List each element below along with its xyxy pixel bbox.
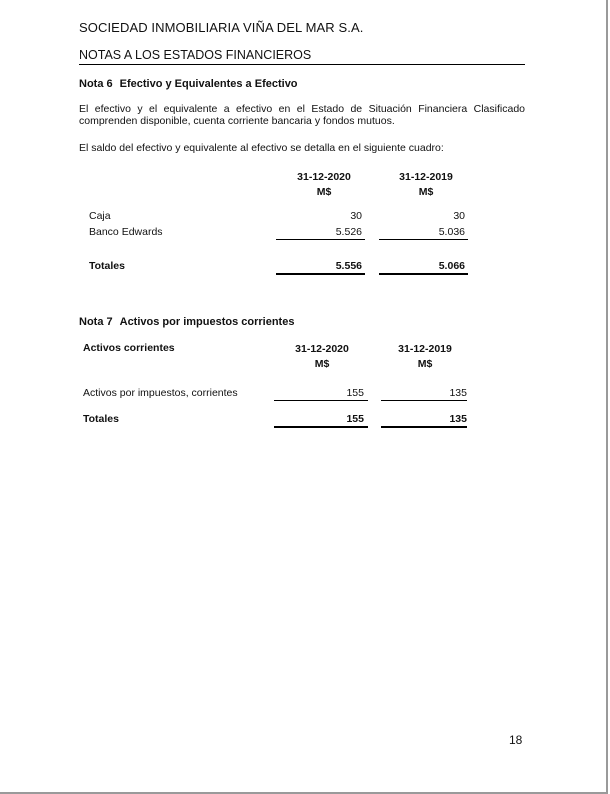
note7-subtotal-line-2020 — [274, 400, 368, 401]
note7-total-line-2019 — [381, 426, 467, 428]
note6-heading — [79, 78, 298, 90]
note6-total-line-2020 — [276, 273, 365, 275]
note6-col-2020 — [279, 170, 369, 200]
note6-intro: El saldo del efectivo y equivalente al efectivo se detalla en el siguiente cuadro: — [79, 142, 444, 154]
note7-col-2019-unit: M$ — [417, 358, 433, 370]
note6-row-banco-2020: 5.526 — [335, 226, 362, 238]
note7-col-2020-date: 31-12-2020 — [295, 343, 349, 355]
note6-col-2020-unit: M$ — [316, 186, 332, 198]
note6-col-2019-unit: M$ — [418, 186, 434, 198]
note7-row-activos-2019: 135 — [449, 387, 467, 399]
note7-col-2019 — [380, 342, 470, 372]
note6-paragraph — [79, 103, 525, 127]
note6-col-2019 — [381, 170, 471, 200]
note7-total-line-2020 — [274, 426, 368, 428]
note7-total-2019: 135 — [449, 413, 467, 425]
note7-heading — [79, 316, 294, 328]
note6-row-caja-label: Caja — [89, 210, 111, 222]
note6-row-caja-2020: 30 — [350, 210, 362, 222]
note7-number: Nota 7 — [79, 316, 113, 328]
note7-title: Activos por impuestos corrientes — [119, 316, 295, 328]
note6-row-caja-2019: 30 — [453, 210, 465, 222]
note6-total-line-2019 — [379, 273, 468, 275]
section-title: NOTAS A LOS ESTADOS FINANCIEROS — [79, 48, 312, 62]
note7-total-label: Totales — [83, 413, 119, 425]
note6-col-2020-date: 31-12-2020 — [297, 171, 351, 183]
note7-col-2020 — [277, 342, 367, 372]
note6-subtotal-line-2019 — [379, 239, 468, 240]
note6-number: Nota 6 — [79, 78, 113, 90]
note7-row-activos-label: Activos por impuestos, corrientes — [83, 387, 238, 399]
note7-total-2020: 155 — [346, 413, 364, 425]
note6-subtotal-line-2020 — [276, 239, 365, 240]
note6-title: Efectivo y Equivalentes a Efectivo — [119, 78, 298, 90]
note7-col-2019-date: 31-12-2019 — [398, 343, 452, 355]
note6-paragraph-line1: El efectivo y el equivalente a efectivo en el Estado de Situación Financiera Clasificado — [79, 103, 525, 115]
note6-row-banco-label: Banco Edwards — [89, 226, 163, 238]
note6-total-2020: 5.556 — [335, 260, 362, 272]
note6-total-2019: 5.066 — [438, 260, 465, 272]
note6-paragraph-line2: comprenden disponible, cuenta corriente bancaria y fondos mutuos. — [79, 115, 395, 127]
page-number: 18 — [509, 733, 523, 747]
note6-total-label: Totales — [89, 260, 125, 272]
note7-col-2020-unit: M$ — [314, 358, 330, 370]
note7-table-header: Activos corrientes — [83, 342, 175, 354]
company-name: SOCIEDAD INMOBILIARIA VIÑA DEL MAR S.A. — [79, 20, 364, 35]
header-rule — [79, 64, 525, 65]
note6-col-2019-date: 31-12-2019 — [399, 171, 453, 183]
note6-row-banco-2019: 5.036 — [438, 226, 465, 238]
note7-row-activos-2020: 155 — [346, 387, 364, 399]
note7-subtotal-line-2019 — [381, 400, 467, 401]
